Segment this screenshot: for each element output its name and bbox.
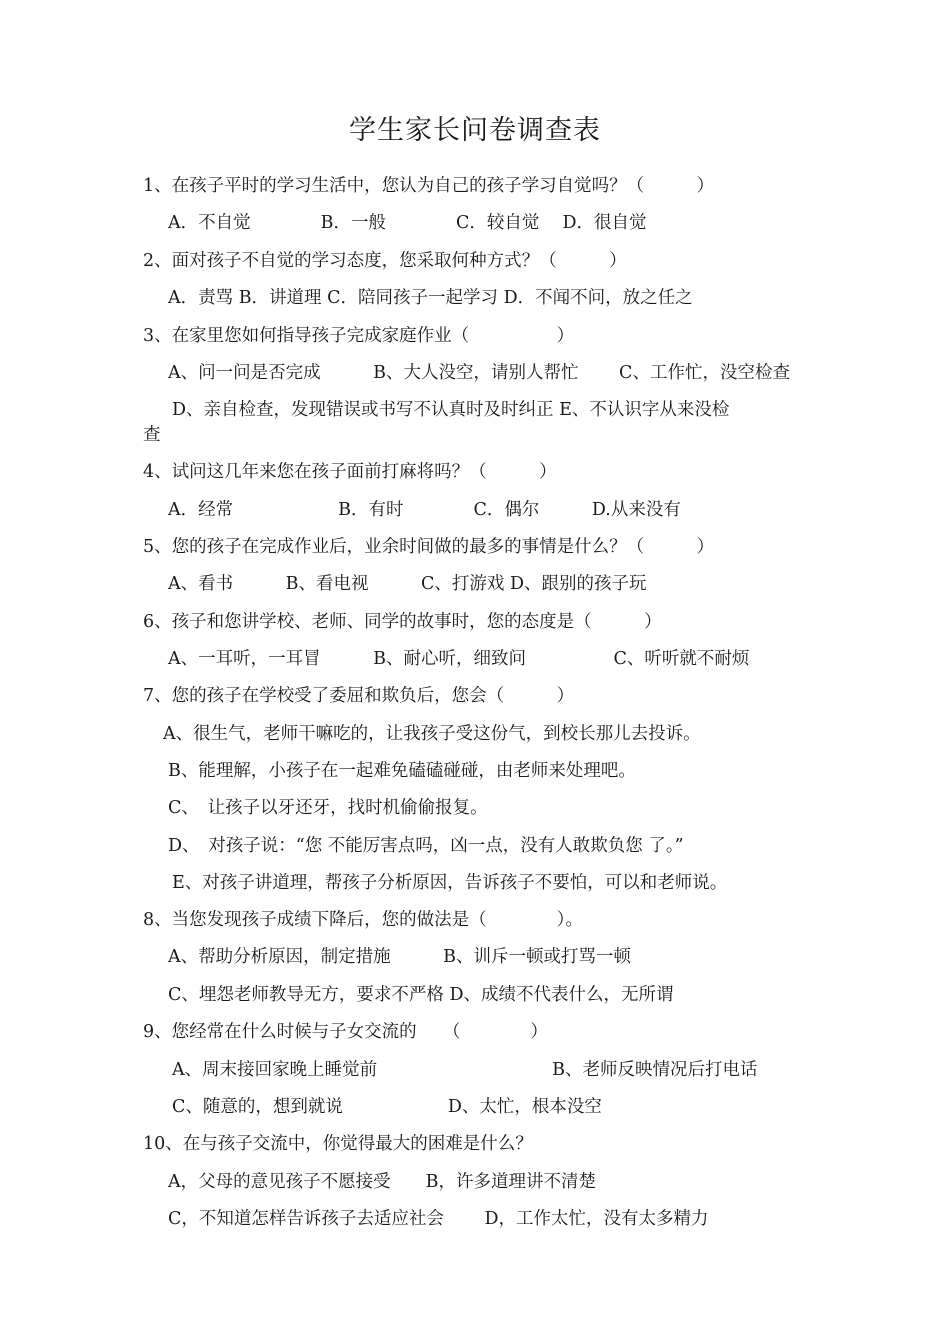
question-8-options-a-b: A、帮助分析原因，制定措施 B、训斥一顿或打骂一顿 <box>168 947 631 967</box>
question-4-options: A．经常 B．有时 C．偶尔 D.从来没有 <box>168 500 681 520</box>
question-10-options-a-b: A，父母的意见孩子不愿接受 B，许多道理讲不清楚 <box>168 1172 596 1192</box>
question-2: 2、面对孩子不自觉的学习态度，您采取何种方式？（ ） <box>143 251 627 271</box>
question-6: 6、孩子和您讲学校、老师、同学的故事时，您的态度是（ ） <box>143 612 662 632</box>
question-10-options-c-d: C，不知道怎样告诉孩子去适应社会 D，工作太忙，没有太多精力 <box>168 1209 709 1229</box>
question-2-options: A．责骂 B．讲道理 C．陪同孩子一起学习 D．不闻不问，放之任之 <box>168 288 693 308</box>
question-7-option-e: E、对孩子讲道理，帮孩子分析原因，告诉孩子不要怕，可以和老师说。 <box>172 873 728 893</box>
question-5-options: A、看书 B、看电视 C、打游戏 D、跟别的孩子玩 <box>168 574 647 594</box>
question-10: 10、在与孩子交流中，你觉得最大的困难是什么？ <box>143 1134 533 1154</box>
question-3-options-wrap: 查 <box>143 425 161 445</box>
question-9-options-c-d: C、随意的，想到就说 D、太忙，根本没空 <box>172 1097 602 1117</box>
question-3-options-d-e: D、亲自检查，发现错误或书写不认真时及时纠正 E、不认识字从来没检 <box>172 400 730 420</box>
question-7-option-b: B、能理解，小孩子在一起难免磕磕碰碰，由老师来处理吧。 <box>168 761 636 781</box>
question-3-options-a-c: A、问一问是否完成 B、大人没空，请别人帮忙 C、工作忙，没空检查 <box>168 363 790 383</box>
question-8: 8、当您发现孩子成绩下降后，您的做法是（ ）。 <box>143 910 583 930</box>
question-9-options-a-b: A、周末接回家晚上睡觉前 B、老师反映情况后打电话 <box>172 1060 758 1080</box>
question-7: 7、您的孩子在学校受了委屈和欺负后，您会（ ） <box>143 686 575 706</box>
question-1: 1、在孩子平时的学习生活中，您认为自己的孩子学习自觉吗？（ ） <box>143 176 715 196</box>
question-4: 4、试问这几年来您在孩子面前打麻将吗？（ ） <box>143 462 557 482</box>
question-5: 5、您的孩子在完成作业后，业余时间做的最多的事情是什么？（ ） <box>143 537 715 557</box>
question-7-option-c: C、 让孩子以牙还牙，找时机偷偷报复。 <box>168 798 488 818</box>
question-1-options: A．不自觉 B．一般 C．较自觉 D．很自觉 <box>168 213 647 233</box>
question-7-option-a: A、很生气，老师干嘛吃的，让我孩子受这份气，到校长那儿去投诉。 <box>163 724 701 744</box>
question-8-options-c-d: C、埋怨老师教导无方，要求不严格 D、成绩不代表什么，无所谓 <box>168 985 674 1005</box>
question-7-option-d: D、 对孩子说：“您 不能厉害点吗，凶一点，没有人敢欺负您 了。” <box>168 836 684 856</box>
question-3: 3、在家里您如何指导孩子完成家庭作业（ ） <box>143 326 575 346</box>
page-title: 学生家长问卷调查表 <box>349 115 601 146</box>
question-6-options: A、一耳听，一耳冒 B、耐心听，细致问 C、听听就不耐烦 <box>168 649 750 669</box>
question-9: 9、您经常在什么时候与子女交流的 （ ） <box>143 1022 548 1042</box>
